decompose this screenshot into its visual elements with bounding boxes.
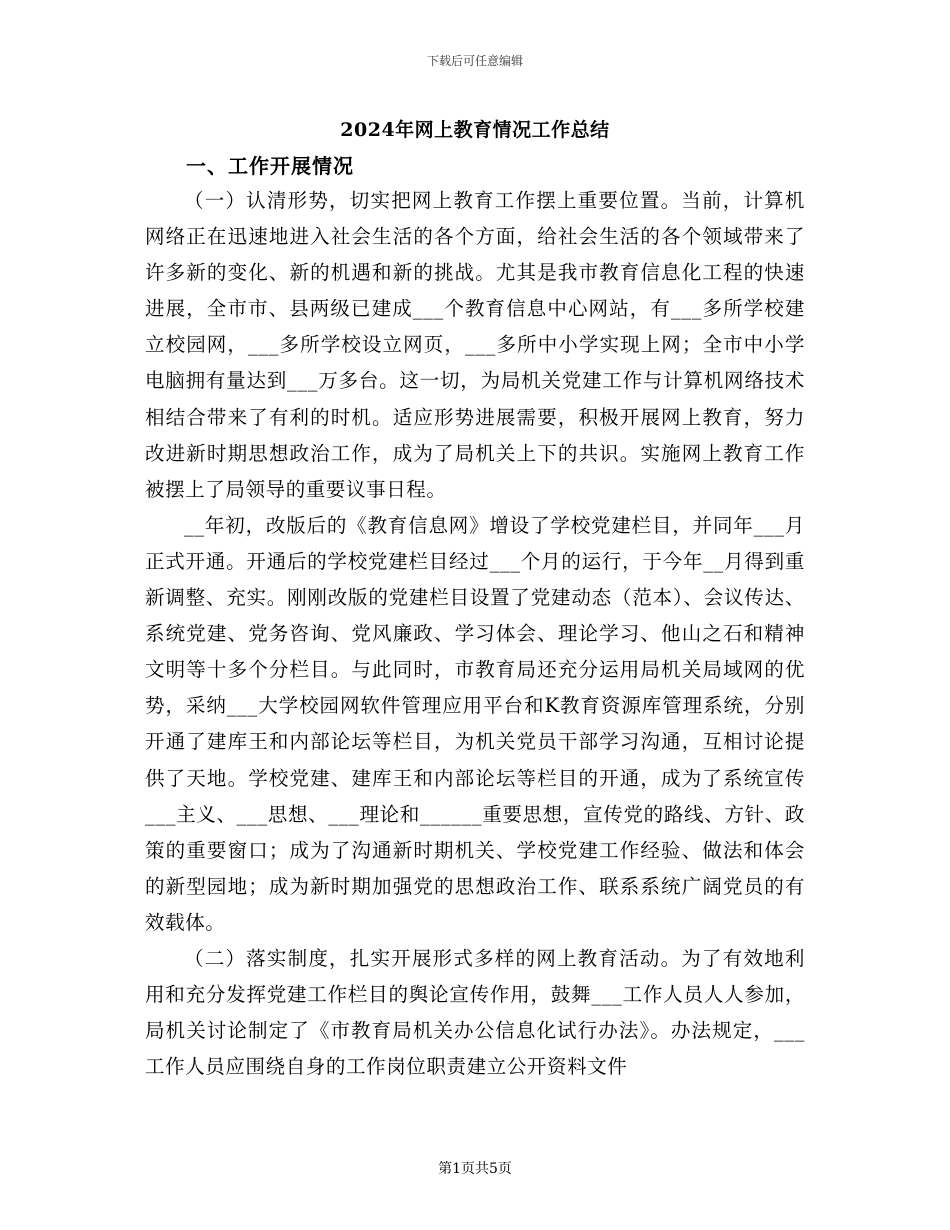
section-heading: 一、工作开展情况	[186, 154, 354, 178]
document-title: 2024年网上教育情况工作总结	[340, 119, 610, 141]
document-body	[145, 183, 805, 1085]
paragraph: __年初，改版后的《教育信息网》增设了学校党建栏目，并同年___月正式开通。开通后的学校党建栏目经过___个月的运行，于今年__月得到重新调整、充实。刚刚改版的党建栏目设置了党建动态（范本）、会议传达、系统党建、党务咨询、党风廉政、学习体会、理论学习、他山之石和精神文明等十多个分栏目。与此同时，市教育局还充分运用局机关局域网的优势，采纳___大学校园网软件管理应用平台和K教育资源库管理系统，分别开通了建库王和内部论坛等栏目，为机关党员干部学习沟通，互相讨论提供了天地。学校党建、建库王和内部论坛等栏目的开通，成为了系统宣传___主义、___思想、___理论和______重要思想，宣传党的路线、方针、政策的重要窗口；成为了沟通新时期机关、学校党建工作经验、做法和体会的新型园地；成为新时期加强党的思想政治工作、联系系统广阔党员的有效载体。	[145, 513, 805, 934]
paragraph: （一）认清形势，切实把网上教育工作摆上重要位置。当前，计算机网络正在迅速地进入社会生活的各个方面，给社会生活的各个领域带来了许多新的变化、新的机遇和新的挑战。尤其是我市教育信息化工程的快速进展，全市市、县两级已建成___个教育信息中心网站，有___多所学校建立校园网，___多所学校设立网页，___多所中小学实现上网；全市中小学电脑拥有量达到___万多台。这一切，为局机关党建工作与计算机网络技术相结合带来了有利的时机。适应形势进展需要，积极开展网上教育，努力改进新时期思想政治工作，成为了局机关上下的共识。实施网上教育工作被摆上了局领导的重要议事日程。	[145, 189, 805, 501]
paragraph: （二）落实制度，扎实开展形式多样的网上教育活动。为了有效地利用和充分发挥党建工作栏目的舆论宣传作用，鼓舞___工作人员人人参加，局机关讨论制定了《市教育局机关办公信息化试行办法》。办法规定，___工作人员应围绕自身的工作岗位职责建立公开资料文件	[145, 946, 805, 1079]
page-number: 第1页共5页	[438, 1161, 512, 1177]
page-header-note: 下载后可任意编辑	[426, 54, 523, 68]
